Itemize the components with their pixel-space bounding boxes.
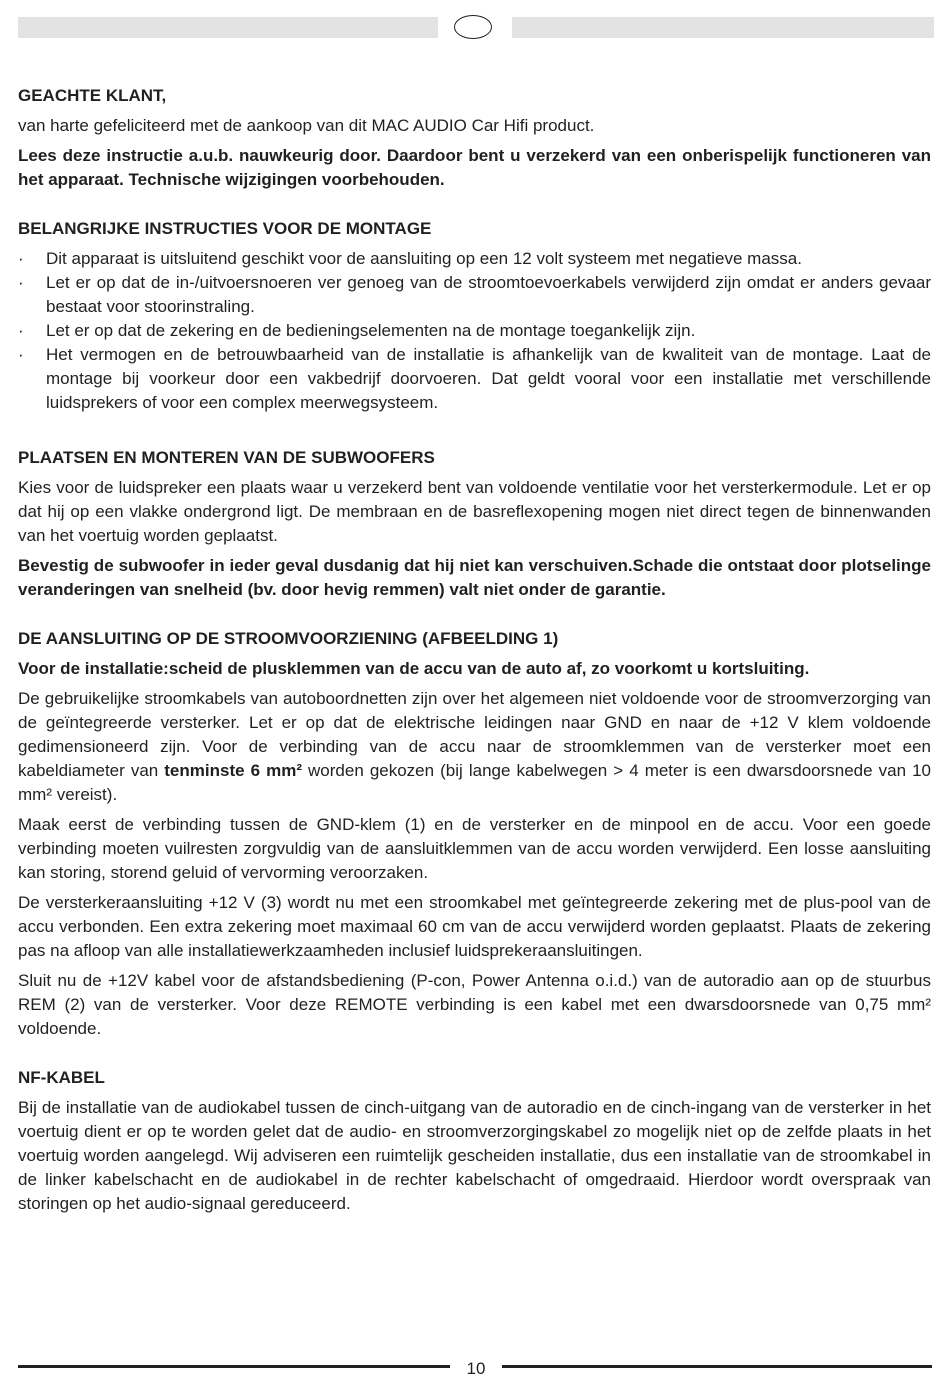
page-number: 10 <box>466 1359 486 1378</box>
subwoofers-warning: Bevestig de subwoofer in ieder geval dusdanig dat hij niet kan verschuiven.Schade die ontstaat door plotselinge veranderingen van snelheid (bv. door hevig remmen) valt niet onder de garantie. <box>18 556 931 599</box>
power-p1-emphasis: tenminste 6 mm² <box>164 761 302 780</box>
montage-list <box>18 247 931 415</box>
footer-rule-right <box>502 1365 932 1368</box>
language-badge-oval <box>454 15 492 39</box>
bullet: · <box>18 321 24 340</box>
bullet: · <box>18 249 24 268</box>
list-item-text: Let er op dat de in-/uitvoersnoeren ver genoeg van de stroomtoevoerkabels verwijderd zijn omdat er anders gevaar bestaat voor stoorinstraling. <box>46 273 931 316</box>
power-section <box>18 627 931 1041</box>
nf-section <box>18 1066 931 1216</box>
montage-heading: BELANGRIJKE INSTRUCTIES VOOR DE MONTAGE <box>18 219 432 238</box>
intro-heading: GEACHTE KLANT, <box>18 86 167 105</box>
bullet: · <box>18 345 24 364</box>
power-p1-start: De gebruikelijke stroomkabels van autoboordnetten zijn over het algemeen niet voldoende voor de stroomverzorging van de geïntegreerde versterker. Let er op dat de elektrische leidingen naar GND en naar de +12 V klem voldoende gedimensioneerd zijn. Voor de verbinding van de accu naar de stroomklemmen van de versterker moet een kabeldiameter van <box>18 689 931 780</box>
montage-section <box>18 217 931 415</box>
header-bar-right <box>512 17 934 38</box>
list-item <box>18 319 931 343</box>
power-paragraph-3: De versterkeraansluiting +12 V (3) wordt nu met een stroomkabel met geïntegreerde zekering met de plus-pool van de accu verbonden. Een extra zekering moet maximaal 60 cm van de accu verwijderd worden geplaatst. Plaats de zekering pas na afloop van alle installatiewerkzaamheden inclusief luidsprekeraansluitingen. <box>18 893 931 960</box>
list-item-text: Let er op dat de zekering en de bedieningselementen na de montage toegankelijk zijn. <box>46 321 696 340</box>
list-item <box>18 247 931 271</box>
power-warning: Voor de installatie:scheid de plusklemmen van de accu van de auto af, zo voorkomt u kortsluiting. <box>18 659 810 678</box>
page-content <box>18 84 931 1222</box>
bullet: · <box>18 273 24 292</box>
intro-paragraph: van harte gefeliciteerd met de aankoop van dit MAC AUDIO Car Hifi product. <box>18 116 595 135</box>
nf-paragraph: Bij de installatie van de audiokabel tussen de cinch-uitgang van de autoradio en de cinch-ingang van de versterker in het voertuig dient er op te worden gelet dat de audio- en stroomverzorgingskabel zo mogelijk niet op de zelfde plaats in het voertuig worden aangelegd. Wij adviseren een ruimtelijk gescheiden installatie, dus een installatie van de stroomkabel in de linker kabelschacht en de audiokabel in de rechter kabelschacht of omgedraaid. Hierdoor wordt overspraak van storingen op het audio-signaal gereduceerd. <box>18 1098 931 1213</box>
power-paragraph-2: Maak eerst de verbinding tussen de GND-klem (1) en de versterker en de minpool en de accu. Voor een goede verbinding moeten vuilresten zorgvuldig van de aansluitklemmen van de accu worden verwijderd. Een losse aansluiting kan storing, storend geluid of vervorming veroorzaken. <box>18 815 931 882</box>
power-heading: DE AANSLUITING OP DE STROOMVOORZIENING (AFBEELDING 1) <box>18 629 559 648</box>
intro-section <box>18 84 931 192</box>
intro-notice: Lees deze instructie a.u.b. nauwkeurig door. Daardoor bent u verzekerd van een onberispelijk functioneren van het apparaat. Technische wijzigingen voorbehouden. <box>18 146 931 189</box>
subwoofers-paragraph: Kies voor de luidspreker een plaats waar u verzekerd bent van voldoende ventilatie voor het versterkermodule. Let er op dat hij op een vlakke ondergrond ligt. De membraan en de basreflexopening mogen niet direct tegen de binnenwanden van het voertuig worden geplaatst. <box>18 478 931 545</box>
power-paragraph-1 <box>18 687 931 807</box>
subwoofers-section <box>18 446 931 602</box>
list-item-text: Dit apparaat is uitsluitend geschikt voor de aansluiting op een 12 volt systeem met negatieve massa. <box>46 249 802 268</box>
list-item-text: Het vermogen en de betrouwbaarheid van de installatie is afhankelijk van de kwaliteit van de montage. Laat de montage bij voorkeur door een vakbedrijf doorvoeren. Dat geldt vooral voor een installatie met verschillende luidsprekers of voor een complex meerwegsysteem. <box>46 345 931 412</box>
header-bar-left <box>18 17 438 38</box>
list-item <box>18 271 931 319</box>
footer-rule-left <box>18 1365 450 1368</box>
power-p1-end: worden gekozen (bij lange kabelwegen > 4 meter is een dwarsdoorsnede van 10 mm² vereist). <box>18 761 931 804</box>
power-paragraph-4: Sluit nu de +12V kabel voor de afstandsbediening (P-con, Power Antenna o.i.d.) van de autoradio aan op de stuurbus REM (2) van de versterker. Voor deze REMOTE verbinding is een kabel met een dwarsdoorsnede van 0,75 mm² voldoende. <box>18 971 931 1038</box>
nf-heading: NF-KABEL <box>18 1068 105 1087</box>
list-item <box>18 343 931 415</box>
subwoofers-heading: PLAATSEN EN MONTEREN VAN DE SUBWOOFERS <box>18 448 435 467</box>
